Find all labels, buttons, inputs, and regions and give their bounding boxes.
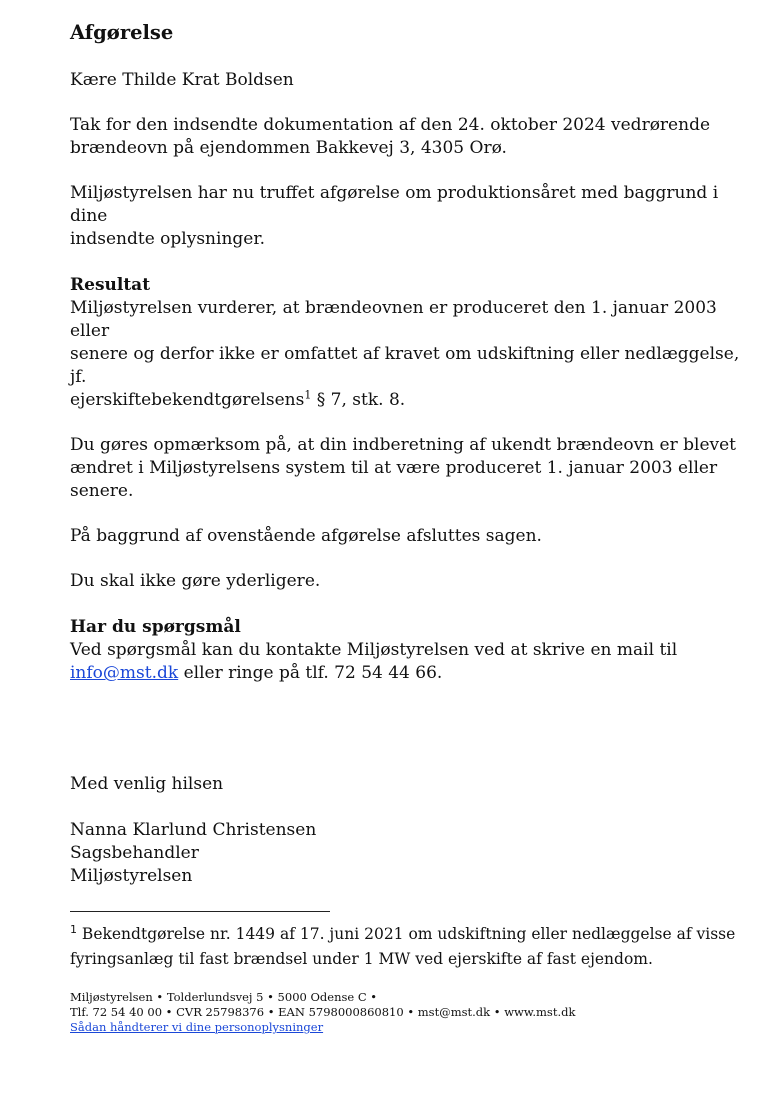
notice-line: ændret i Miljøstyrelsens system til at være produceret 1. januar 2003 eller senere. [70,458,718,501]
letter-body [70,20,750,888]
footer-contact: Tlf. 72 54 40 00 • CVR 25798376 • EAN 5798000860810 • mst@mst.dk • www.mst.dk [70,1005,576,1019]
footnote-text: fyringsanlæg til fast brændsel under 1 MW ved ejerskifte af fast ejendom. [70,950,653,968]
questions-heading: Har du spørgsmål [70,617,241,637]
salutation: Kære Thilde Krat Boldsen [70,70,294,90]
result-line: § 7, stk. 8. [311,390,406,410]
notice-paragraph [70,434,750,503]
result-paragraph [70,297,750,412]
questions-line: Ved spørgsmål kan du kontakte Miljøstyrelsen ved at skrive en mail til [70,640,678,660]
decision-paragraph [70,182,750,251]
signer-name: Nanna Klarlund Christensen [70,820,317,840]
footnote [70,922,750,972]
decision-line: Miljøstyrelsen har nu truffet afgørelse om produktionsåret med baggrund i dine [70,183,719,226]
footnote-reference[interactable]: 1 [304,388,312,402]
result-heading: Resultat [70,275,151,295]
result-line: ejerskiftebekendtgørelsens [70,390,305,410]
page-footer [70,990,750,1035]
questions-line: eller ringe på tlf. 72 54 44 66. [178,663,443,683]
email-link[interactable]: info@mst.dk [70,663,179,683]
result-line: Miljøstyrelsen vurderer, at brændeovnen er produceret den 1. januar 2003 eller [70,298,717,341]
result-line: senere og derfor ikke er omfattet af kravet om udskiftning eller nedlæggelse, jf. [70,344,740,387]
footer-address: Miljøstyrelsen • Tolderlundsvej 5 • 5000 Odense C • [70,990,378,1004]
intro-paragraph [70,114,750,160]
footnote-text: Bekendtgørelse nr. 1449 af 17. juni 2021 om udskiftning eller nedlæggelse af visse [77,925,736,943]
notice-line: Du gøres opmærksom på, at din indberetning af ukendt brændeovn er blevet [70,435,737,455]
decision-line: indsendte oplysninger. [70,229,266,249]
signer-organization: Miljøstyrelsen [70,866,193,886]
questions-paragraph [70,639,750,685]
closing-greeting: Med venlig hilsen [70,774,224,794]
privacy-link[interactable]: Sådan håndterer vi dine personoplysninger [70,1020,324,1034]
intro-line: brændeovn på ejendommen Bakkevej 3, 4305 Orø. [70,138,507,158]
no-action-paragraph: Du skal ikke gøre yderligere. [70,571,321,591]
page-title: Afgørelse [70,21,174,44]
intro-line: Tak for den indsendte dokumentation af den 24. oktober 2024 vedrørende [70,115,711,135]
signature-block [70,819,750,888]
footnote-divider [70,911,330,912]
case-closed-paragraph: På baggrund af ovenstående afgørelse afsluttes sagen. [70,526,542,546]
signer-role: Sagsbehandler [70,843,199,863]
footnote-marker: 1 [70,922,77,936]
